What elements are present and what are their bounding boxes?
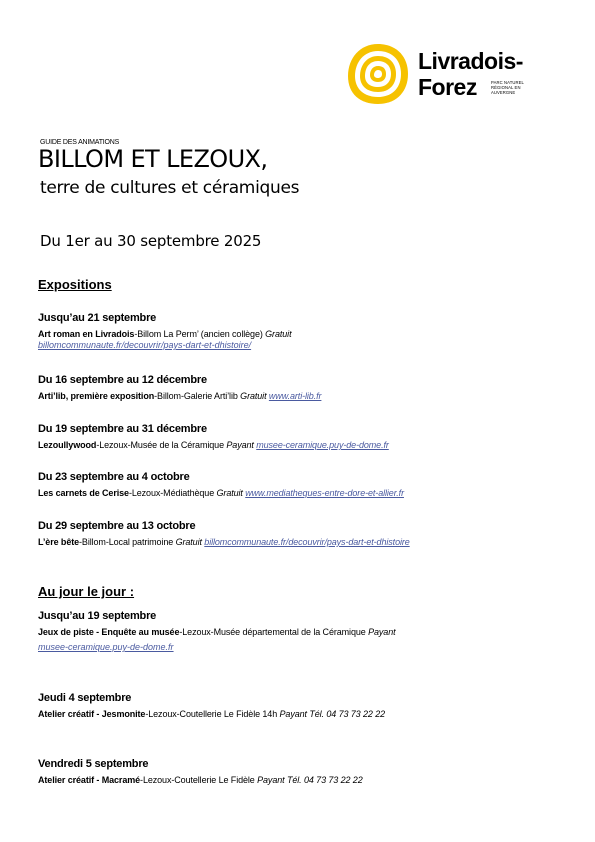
event-link[interactable]: billomcommunaute.fr/decouvrir/pays-dart-et-dhistoire [204,537,410,547]
event-name: Arti’lib, première exposition [38,391,155,401]
event-price: Gratuit [175,537,202,547]
day-event-item [38,610,568,652]
event-price: Payant [226,440,254,450]
event-details [38,537,568,547]
logo-rings-icon [346,42,410,106]
guide-label: GUIDE DES ANIMATIONS [40,139,120,146]
event-details [38,627,568,637]
event-name: L’ère bête [38,537,80,547]
event-name: Art roman en Livradois [38,329,135,339]
event-place: -Lezoux-Coutellerie Le Fidèle 14h [145,709,280,719]
event-price: Payant Tél. 04 73 73 22 22 [279,709,386,719]
event-place: -Lezoux-Médiathèque [128,488,217,498]
event-name: Jeux de piste - Enquête au musée [38,627,180,637]
logo-tagline: PARC NATUREL RÉGIONAL EN AUVERGNE [491,80,524,95]
event-date: Jeudi 4 septembre [38,692,132,704]
page-title: BILLOM ET LEZOUX, [38,145,268,173]
event-link[interactable]: musee-ceramique.puy-de-dome.fr [256,440,389,450]
event-date: Du 16 septembre au 12 décembre [38,374,207,386]
event-place: -Lezoux-Coutellerie Le Fidèle [140,775,258,785]
event-name: Les carnets de Cerise [38,488,129,498]
event-details [38,329,568,339]
period-text: Du 1er au 30 septembre 2025 [40,232,262,250]
section-au-jour-heading: Au jour le jour : [38,584,135,599]
exposition-item [38,374,568,401]
event-link[interactable]: www.arti-lib.fr [268,391,322,401]
exposition-item [38,312,568,350]
event-place: -Billom-Galerie Arti’lib [154,391,241,401]
event-link[interactable]: www.mediatheques-entre-dore-et-allier.fr [245,488,404,498]
logo-brand-line1: Livradois- [418,48,523,74]
event-price: Gratuit [265,329,292,339]
page-subtitle: terre de cultures et céramiques [40,178,300,198]
event-price: Gratuit [216,488,243,498]
event-details [38,775,568,785]
event-place: -Billom La Perm’ (ancien collège) [134,329,266,339]
event-date: Du 29 septembre au 13 octobre [38,520,196,532]
event-date: Du 23 septembre au 4 octobre [38,471,190,483]
exposition-item [38,423,568,450]
livradois-forez-logo [336,32,546,116]
event-link[interactable]: billomcommunaute.fr/decouvrir/pays-dart-et-dhistoire/ [38,340,252,350]
event-details [38,709,568,719]
event-name: Atelier créatif - Macramé [38,775,141,785]
event-details [38,488,568,498]
day-event-item [38,758,568,785]
event-price: Payant [368,627,396,637]
event-details [38,440,568,450]
event-link[interactable]: musee-ceramique.puy-de-dome.fr [38,642,174,652]
day-event-item [38,692,568,719]
event-date: Du 19 septembre au 31 décembre [38,423,207,435]
event-place: -Billom-Local patrimoine [79,537,176,547]
section-expositions-heading: Expositions [38,277,112,292]
event-date: Jusqu’au 19 septembre [38,610,157,622]
event-date: Jusqu’au 21 septembre [38,312,157,324]
event-place: -Lezoux-Musée de la Céramique [96,440,227,450]
exposition-item [38,520,568,547]
event-price: Payant Tél. 04 73 73 22 22 [257,775,363,785]
event-details [38,391,568,401]
logo-brand-line2: Forez [418,74,477,100]
event-place: -Lezoux-Musée départemental de la Céramique [179,627,369,637]
event-price: Gratuit [240,391,267,401]
event-name: Atelier créatif - Jesmonite [38,709,146,719]
exposition-item [38,471,568,498]
event-name: Lezoullywood [38,440,97,450]
event-date: Vendredi 5 septembre [38,758,149,770]
